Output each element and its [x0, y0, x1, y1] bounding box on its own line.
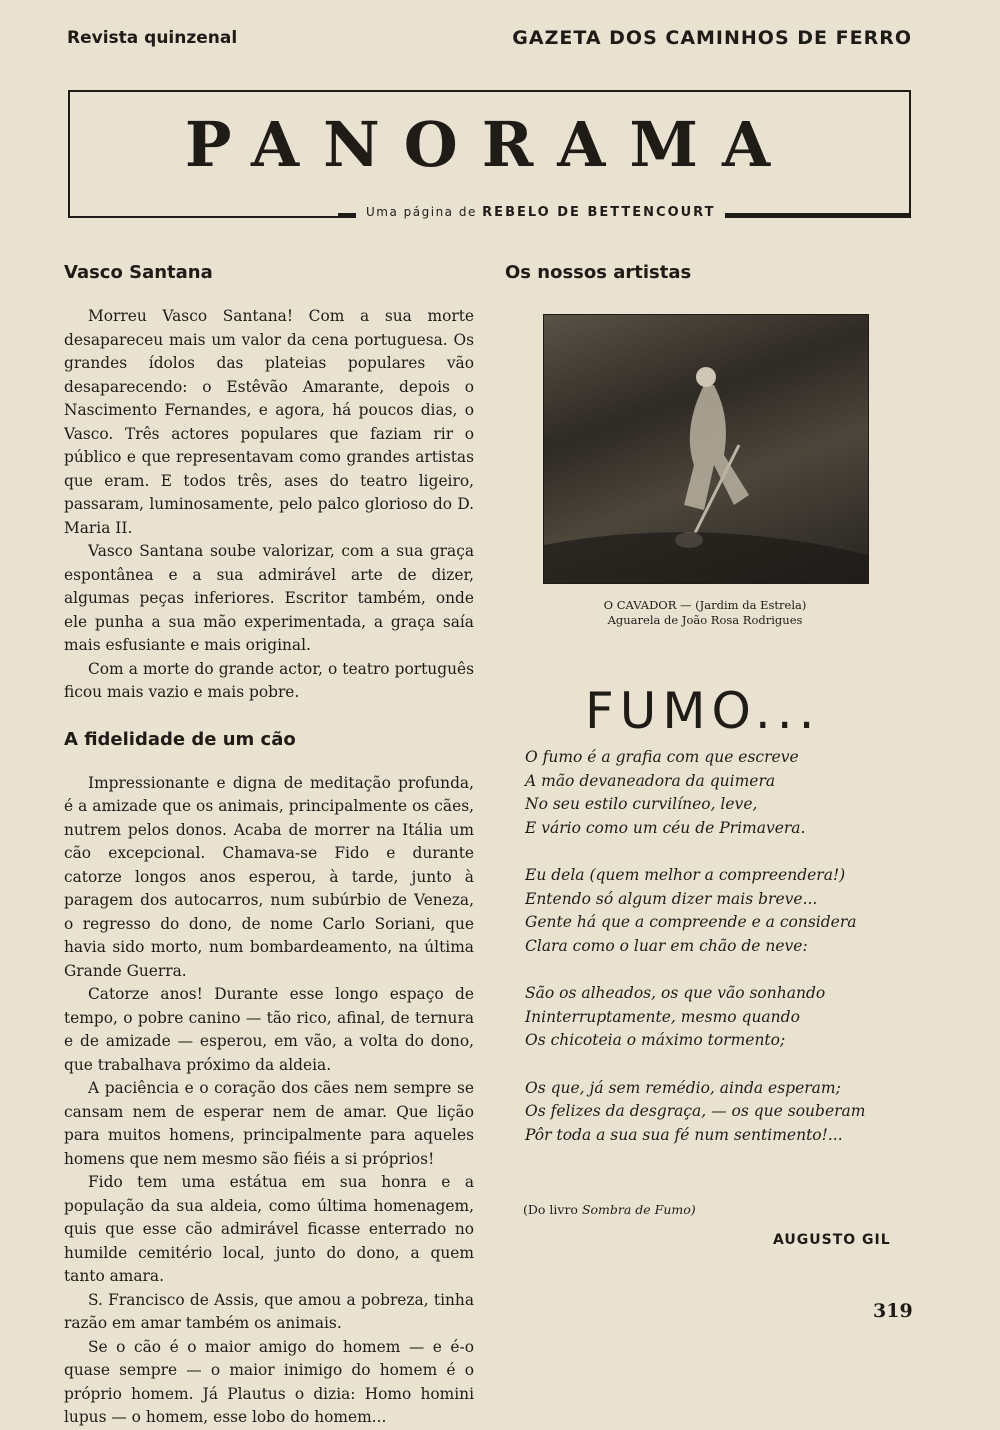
- paragraph: Catorze anos! Durante esse longo espaço de tempo, o pobre canino — tão rico, afinal, de ternura e de amizade — esperou, em vão, a volta do dono, que trabalhava próximo da aldeia.: [64, 985, 474, 1074]
- poem-line: Pôr toda a sua sua fé num sentimento!...: [525, 1125, 843, 1144]
- caption-line: Aguarela de João Rosa Rodrigues: [607, 613, 803, 627]
- paragraph: Vasco Santana soube valorizar, com a sua graça espontânea e a sua admirável arte de dizer, algumas peças inferiores. Escritor também, onde ele punha a sua mão experimentada, a graça saía mais esfusiante e mais original.: [64, 542, 474, 654]
- paragraph: Fido tem uma estátua em sua honra e a população da sua aldeia, como última homenagem, quis que esse cão admirável ficasse enterrado no humilde cemitério local, junto do dono, a quem tanto amara.: [64, 1173, 474, 1285]
- source-prefix: (Do livro: [523, 1202, 578, 1217]
- painting-image: [543, 314, 869, 584]
- poem: [525, 746, 905, 1171]
- stanza: [525, 1077, 905, 1148]
- poem-line: São os alheados, os que vão sonhando: [525, 984, 826, 1002]
- poem-title: FUMO...: [585, 682, 821, 740]
- panorama-banner: [68, 90, 911, 218]
- poem-line: E vário como um céu de Primavera.: [525, 818, 806, 837]
- banner-title: PANORAMA: [184, 108, 795, 181]
- poem-line: Gente há que a compreende e a considera: [525, 913, 857, 931]
- poem-line: Ininterruptamente, mesmo quando: [525, 1007, 800, 1026]
- right-column: [505, 262, 911, 1248]
- section-title: Os nossos artistas: [505, 262, 692, 283]
- byline: [68, 205, 911, 225]
- source-book: Sombra de Fumo): [581, 1202, 696, 1217]
- poem-line: No seu estilo curvilíneo, leve,: [525, 795, 758, 813]
- poem-author: AUGUSTO GIL: [773, 1232, 891, 1248]
- poem-line: Os felizes da desgraça, — os que souberam: [525, 1102, 866, 1120]
- poem-line: A mão devaneadora da quimera: [525, 771, 776, 790]
- caption-line: O CAVADOR — (Jardim da Estrela): [603, 598, 807, 612]
- left-column: [64, 262, 474, 1430]
- section-title: A fidelidade de um cão: [64, 728, 296, 750]
- byline-text: [356, 205, 725, 220]
- paragraph: A paciência e o coração dos cães nem sempre se cansam nem de esperar nem de amar. Que lição para muitos homens, principalmente para aqueles homens que nem mesmo são fiéis a si próprios!: [64, 1079, 474, 1168]
- painting-illustration: [544, 315, 868, 583]
- poem-source: [523, 1202, 696, 1217]
- poem-line: Clara como o luar em chão de neve:: [525, 936, 808, 955]
- paragraph: Se o cão é o maior amigo do homem — e é-o quase sempre — o maior inimigo do homem é o próprio homem. Já Plautus o dizia: Homo homini lupus — o homem, esse lobo do homem...: [64, 1337, 474, 1426]
- paragraph: Impressionante e digna de meditação profunda, é a amizade que os animais, principalmente os cães, nutrem pelos donos. Acaba de morrer na Itália um cão excepcional. Chamava-se Fido e durante catorze longos anos esperou, à tarde, junto à paragem dos autocarros, num subúrbio de Veneza, o regresso do dono, de nome Carlo Soriani, que havia sido morto, num bombardeamento, na última Grande Guerra.: [64, 773, 474, 980]
- byline-prefix: Uma página de: [366, 205, 477, 219]
- poem-line: O fumo é a grafia com que escreve: [525, 748, 799, 766]
- poem-line: Eu dela (quem melhor a compreendera!): [525, 866, 846, 884]
- paragraph: Morreu Vasco Santana! Com a sua morte desapareceu mais um valor da cena portuguesa. Os grandes ídolos das plateias populares vão desaparecendo: o Estêvão Amarante, depois o Nascimento Fernandes, e agora, há poucos dias, o Vasco. Três actores populares que faziam rir o público e que representavam como grandes artistas que eram. E todos três, ases do teatro ligeiro, passaram, luminosamente, pelo palco glorioso do D. Maria II.: [64, 307, 474, 537]
- page-number: 319: [873, 1300, 913, 1322]
- paragraph: S. Francisco de Assis, que amou a pobreza, tinha razão em amar também os animais.: [64, 1290, 474, 1332]
- poem-line: Entendo só algum dizer mais breve...: [525, 889, 818, 908]
- paragraph: Com a morte do grande actor, o teatro português ficou mais vazio e mais pobre.: [64, 659, 474, 701]
- poem-line: Os chicoteia o máximo tormento;: [525, 1031, 786, 1049]
- stanza: [525, 982, 905, 1053]
- section-title: Vasco Santana: [64, 262, 213, 283]
- stanza: [525, 746, 905, 840]
- byline-author: REBELO DE BETTENCOURT: [482, 205, 716, 220]
- stanza: [525, 864, 905, 958]
- poem-line: Os que, já sem remédio, ainda esperam;: [525, 1078, 841, 1097]
- magazine-frequency: Revista quinzenal: [67, 28, 238, 48]
- magazine-title: GAZETA DOS CAMINHOS DE FERRO: [512, 27, 912, 49]
- image-caption: [543, 598, 867, 628]
